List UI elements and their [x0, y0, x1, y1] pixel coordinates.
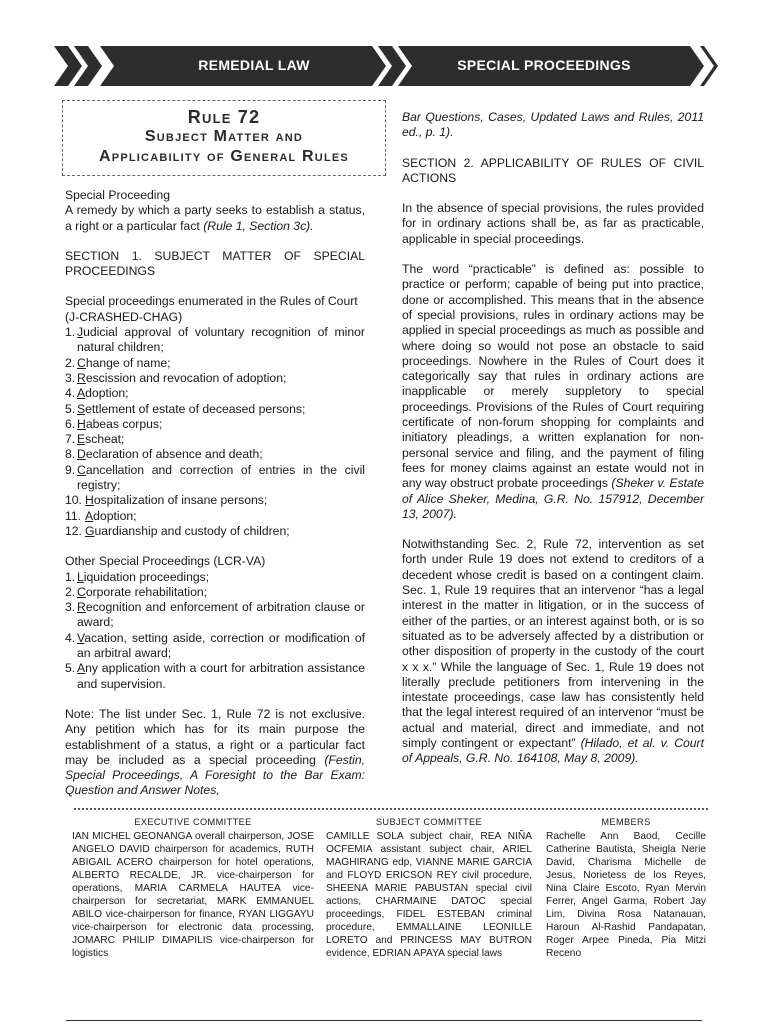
list-item: [65, 631, 365, 662]
section-1-heading: SECTION 1. SUBJECT MATTER OF SPECIAL PROCEEDINGS: [65, 248, 365, 279]
rule-number: Rule 72: [187, 107, 261, 127]
banner-title-left: REMEDIAL LAW: [198, 57, 310, 73]
list-item-initial: J: [77, 325, 84, 340]
bottom-rule: [66, 1020, 702, 1021]
definition-citation: (Rule 1, Section 3c).: [203, 218, 314, 233]
list-item-text: uardianship and custody of children;: [94, 523, 290, 538]
list-item-initial: G: [85, 523, 95, 538]
banner-title-right: SPECIAL PROCEEDINGS: [457, 57, 631, 73]
list-item-number: 1.: [65, 325, 76, 340]
list-item-initial: C: [77, 462, 86, 477]
continued-citation: Bar Questions, Cases, Updated Laws and Rules, 2011 ed., p. 1).: [402, 110, 704, 140]
list-item-text: udicial approval of voluntary recognition of minor natural children;: [77, 325, 365, 355]
list-item-number: 10.: [65, 493, 82, 508]
rule-title-box: [62, 100, 386, 176]
other-proceedings-intro: Other Special Proceedings (LCR-VA): [65, 554, 266, 569]
list-item-number: 6.: [65, 416, 76, 431]
list-item-text: ettlement of estate of deceased persons;: [85, 401, 306, 416]
section-2-heading: SECTION 2. APPLICABILITY OF RULES OF CIVIL ACTIONS: [402, 155, 704, 185]
header-banner: [54, 46, 718, 86]
list-item-text: iquidation proceedings;: [83, 569, 210, 584]
other-list: [65, 570, 365, 692]
subject-committee: [326, 816, 532, 960]
right-column: [402, 110, 704, 782]
list-item-initial: H: [85, 493, 94, 508]
members-list: Rachelle Ann Baod, Cecille Catherine Bautista, Sheigla Nerie David, Charisma Michelle de Jesus, Norietess de los Reyes, Nina Claire Escoto, Ryan Mervin Ferrer, Angel Garma, Robert Jay Lim, Divina Rosa Natanauan, Haroun Al-Rashid Pandapatan, Roger Arpee Pineda, Pia Mitzi Receno: [546, 831, 706, 959]
practicable-citation: (Sheker v. Estate of Alice Sheker, Medina, G.R. No. 157912, December 13, 2007).: [402, 476, 704, 521]
list-item-text: doption;: [85, 386, 129, 401]
list-item-number: 7.: [65, 432, 76, 447]
list-item-number: 5.: [65, 661, 76, 676]
list-item-initial: A: [77, 661, 86, 676]
list-item-number: 2.: [65, 355, 76, 370]
list-item-text: ancellation and correction of entries in the civil registry;: [77, 462, 365, 493]
list-item-text: scheat;: [85, 432, 125, 447]
list-item: [65, 585, 365, 600]
intervention-citation: (Hilado, et al. v. Court of Appeals, G.R. No. 164108, May 8, 2009).: [402, 735, 704, 766]
intervention-text: Notwithstanding Sec. 2, Rule 72, intervention as set forth under Rule 19 does not extend to creditors of a decedent whose credit is based on a contingent claim. Sec. 1, Rule 19 requires that an intervenor “has a legal interest in the matter in litigation, or in the success of either of the parties, or an interest against both, or is so situated as to be adversely affected by a distribution or other disposition of property in the custody of the court x x x.” While the language of Sec. 1, Rule 19 does not literally preclude petitioners from intervening in the intestate proceedings, case law has consistently held that the legal interest required of an intervenor “must be actual and material, direct and immediate, and not simply contingent or expectant”: [402, 537, 704, 750]
list-item-text: acation, setting aside, correction or modification of an arbitral award;: [77, 630, 365, 661]
left-column: [65, 188, 365, 799]
enumerated-list: [65, 325, 365, 539]
list-item: [65, 524, 365, 539]
note-paragraph: [65, 707, 365, 799]
applicability-paragraph: In the absence of special provisions, the rules provided for in ordinary actions shall be, as far as practicable, applicable in special proceedings.: [402, 201, 704, 246]
list-item: [65, 371, 365, 386]
note-text: Note: The list under Sec. 1, Rule 72 is not exclusive. Any petition which has for its main purpose the establishment of a status, a right or a particular fact may be included as a special proceeding: [65, 706, 365, 767]
other-proceedings: [65, 554, 365, 692]
list-item: [65, 509, 365, 524]
members-heading: MEMBERS: [601, 817, 651, 827]
list-item-text: eclaration of absence and death;: [85, 447, 263, 462]
list-item-initial: L: [77, 569, 84, 584]
list-item-text: ny application with a court for arbitration assistance and supervision.: [77, 661, 365, 691]
list-item-text: orporate rehabilitation;: [85, 584, 208, 599]
list-item-number: 5.: [65, 401, 76, 416]
practicable-paragraph: [402, 262, 704, 522]
list-item-number: 12.: [65, 523, 82, 538]
practicable-text: The word “practicable” is defined as: possible to practice or perform; capable of being put into practice, done or accomplished. This means that in the absence of special provisions, rules in ordinary actions may be applied in special proceedings as much as possible and where doing so would not pose an obstacle to said proceedings. Nowhere in the Rules of Court does it categorically say that rules in ordinary actions are inapplicable or merely suppletory to special proceedings. Provisions of the Rules of Court requiring certificate of non-forum shopping for complaints and initiatory pleadings, a written explanation for non-personal service and filing, and the payment of filing fees for money claims against an estate would not in any way obstruct probate proceedings: [402, 262, 704, 491]
intervention-paragraph: [402, 537, 704, 766]
definition-heading: Special Proceeding: [65, 188, 171, 202]
list-item: [65, 661, 365, 692]
executive-committee: [72, 816, 314, 960]
list-item: [65, 325, 365, 356]
list-item: [65, 493, 365, 508]
list-item-number: 4.: [65, 386, 76, 401]
list-item-number: 3.: [65, 370, 76, 385]
list-item-initial: H: [77, 416, 86, 431]
list-item-text: doption;: [93, 508, 137, 523]
list-item-initial: C: [77, 584, 86, 599]
list-item-initial: R: [77, 370, 86, 385]
list-item-initial: A: [77, 386, 86, 401]
list-item-text: ecognition and enforcement of arbitration clause or award;: [77, 600, 365, 630]
list-item-initial: D: [77, 447, 86, 462]
list-item-number: 11.: [65, 508, 82, 523]
subject-committee-list: CAMILLE SOLA subject chair, REA NIÑA OCFEMIA assistant subject chair, ARIEL MAGHIRANG edp, VIANNE MARIE GARCIA and FLOYD ERICSON REY civil procedure, SHEENA MARIE PABUSTAN special civil actions, CHARMAINE DATOC special proceedings, FIDEL ESTEBAN criminal procedure, EMMALLAINE LEONILLE LORETO and PRINCESS MAY BUTRON evidence, EDRIAN APAYA special laws: [326, 831, 532, 959]
list-item-initial: S: [77, 401, 86, 416]
list-item-number: 1.: [65, 569, 76, 584]
list-item-number: 3.: [65, 600, 76, 615]
enumerated-proceedings: [65, 294, 365, 539]
note-citation: (Festin, Special Proceedings, A Foresight to the Bar Exam: Question and Answer Notes,: [65, 752, 365, 798]
list-item: [65, 356, 365, 371]
list-item: [65, 417, 365, 432]
list-item: [65, 432, 365, 447]
list-item-initial: V: [77, 630, 85, 645]
list-item-initial: E: [77, 432, 86, 447]
special-proceeding-definition: [65, 188, 365, 234]
list-item-number: 2.: [65, 584, 76, 599]
list-item: [65, 402, 365, 417]
list-item-text: escission and revocation of adoption;: [85, 370, 287, 385]
definition-text: A remedy by which a party seeks to establish a status, a right or a particular fact: [65, 203, 365, 233]
executive-committee-heading: EXECUTIVE COMMITTEE: [134, 817, 252, 827]
list-item-initial: A: [85, 508, 94, 523]
list-item-text: hange of name;: [85, 355, 171, 370]
list-item: [65, 570, 365, 585]
executive-committee-list: IAN MICHEL GEONANGA overall chairperson, JOSE ANGELO DAVID chairperson for academics, RUTH ABIGAIL ACERO chairperson for hotel operations, ALBERTO RECALDE, JR. vice-chairperson for operations, MARIA CARMELA HAUTEA vice-chairperson for secretariat, MARK EMMANUEL ABILO vice-chairperson for finance, RYAN LIGGAYU vice-chairperson for electronic data processing, JOMARC PHILIP DIMAPILIS vice-chairperson for logistics: [72, 831, 314, 959]
footer-divider: [74, 808, 708, 810]
rule-title-line1: Subject Matter and: [144, 128, 304, 145]
enumeration-intro: Special proceedings enumerated in the Rules of Court: [65, 294, 358, 309]
rule-title-line2: Applicability of General Rules: [99, 148, 349, 165]
list-item-number: 8.: [65, 447, 76, 462]
list-item-number: 9.: [65, 462, 76, 477]
list-item: [65, 447, 365, 462]
enumeration-mnemonic: (J-CRASHED-CHAG): [65, 309, 183, 324]
list-item-initial: C: [77, 355, 86, 370]
list-item-text: ospitalization of insane persons;: [93, 493, 268, 508]
list-item-number: 4.: [65, 630, 76, 645]
list-item-text: abeas corpus;: [85, 416, 163, 431]
list-item: [65, 463, 365, 494]
subject-committee-heading: SUBJECT COMMITTEE: [375, 817, 483, 827]
list-item: [65, 386, 365, 401]
list-item-initial: R: [77, 600, 86, 615]
list-item: [65, 600, 365, 631]
members: [546, 816, 706, 960]
